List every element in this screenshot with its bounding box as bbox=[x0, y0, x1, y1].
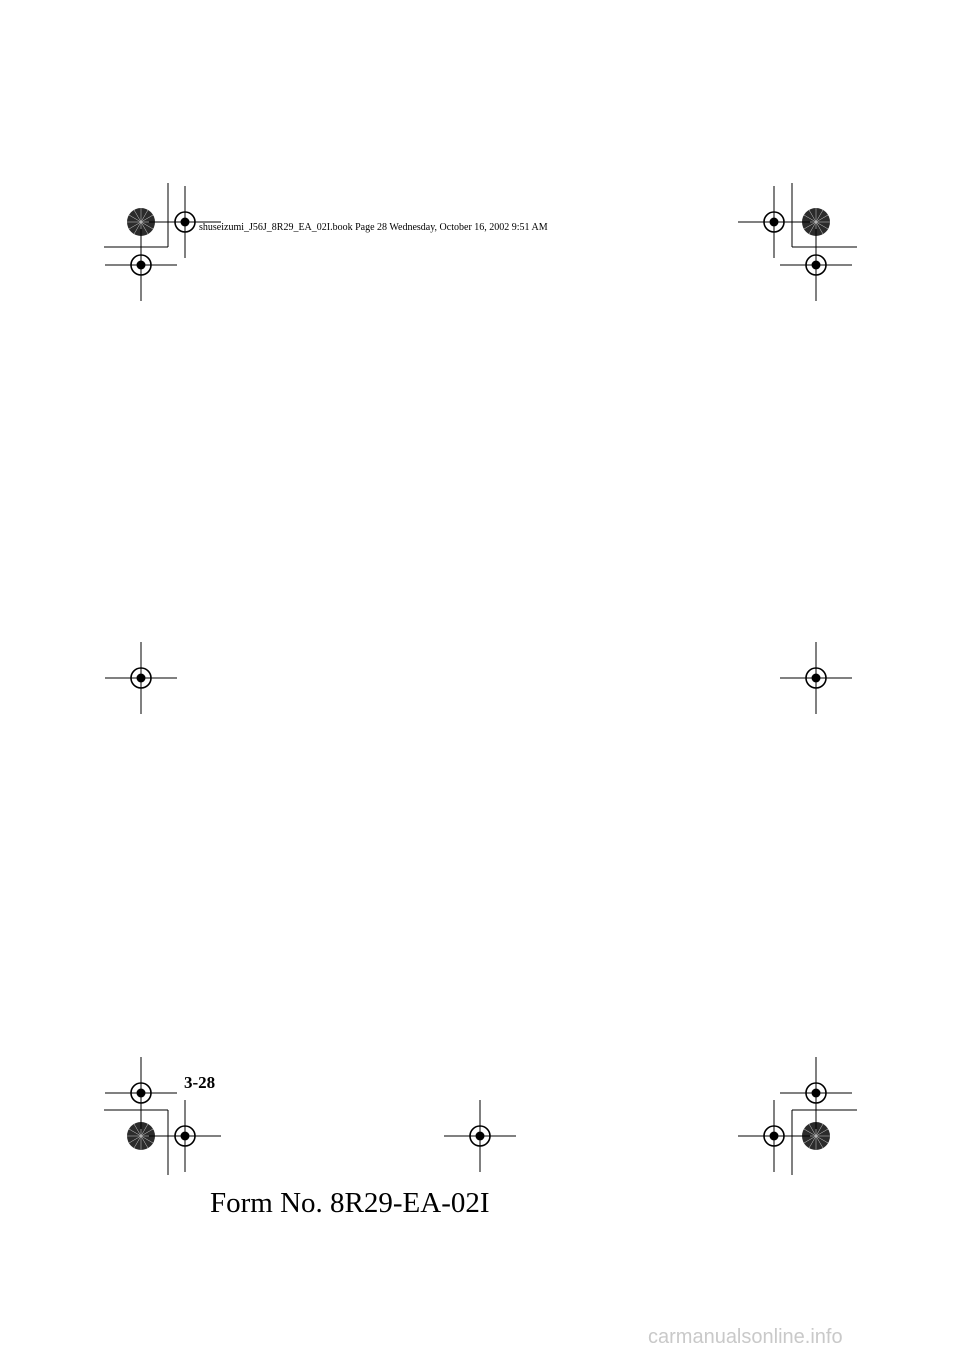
book-file-header: shuseizumi_J56J_8R29_EA_02I.book Page 28 Wednesday, October 16, 2002 9:51 AM bbox=[199, 222, 548, 233]
watermark-text: carmanualsonline.info bbox=[648, 1326, 843, 1348]
page-number: 3-28 bbox=[184, 1073, 216, 1092]
form-number: Form No. 8R29-EA-02I bbox=[210, 1187, 490, 1219]
crop-lines bbox=[104, 183, 857, 1175]
